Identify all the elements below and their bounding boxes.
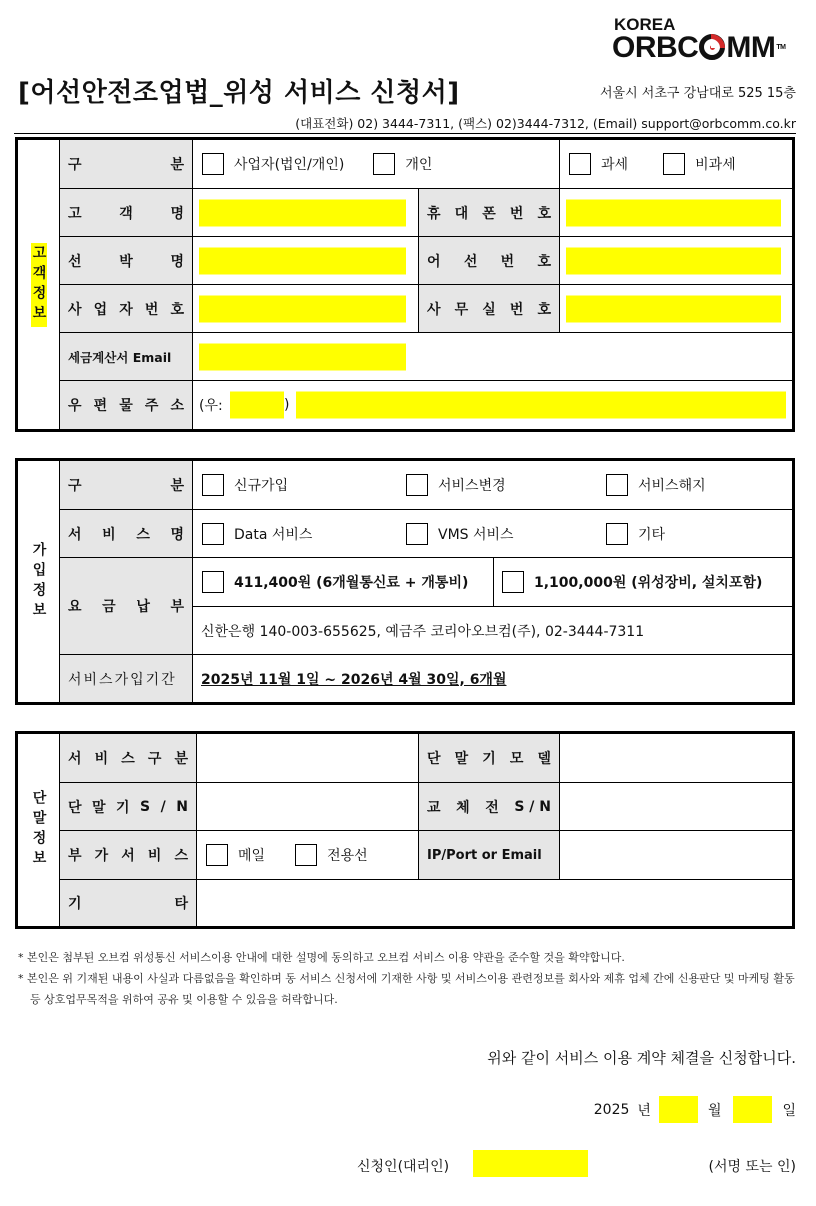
consent-notes: [18, 947, 798, 1010]
tax-email-row: [60, 333, 792, 381]
application-statement: 위와 같이 서비스 이용 계약 체결을 신청합니다.: [487, 1049, 796, 1067]
option-payment-equipment[interactable]: 1,100,000원 (위성장비, 설치포함): [502, 571, 762, 593]
page-title: [어선안전조업법_위성 서비스 신청서]: [18, 78, 460, 108]
tax-email-field[interactable]: [199, 343, 406, 370]
option-individual[interactable]: 개인: [373, 153, 432, 175]
category-label: 구 분: [60, 140, 193, 188]
option-taxable[interactable]: 과세: [569, 153, 628, 175]
service-type-field[interactable]: [197, 734, 419, 782]
individual-checkbox[interactable]: [373, 153, 395, 175]
service-period-row: [60, 655, 792, 702]
option-vms-service[interactable]: VMS 서비스: [406, 523, 514, 545]
postal-address-label: 우 편 물 주 소: [60, 381, 193, 429]
payment-options-row: [193, 558, 792, 607]
serial-number-row: [60, 783, 792, 831]
payment-6month-checkbox[interactable]: [202, 571, 224, 593]
logo-korea-text: KOREA: [614, 15, 676, 34]
vessel-number-cell: [560, 237, 792, 284]
data-service-checkbox[interactable]: [202, 523, 224, 545]
signal-o-icon: [699, 34, 725, 60]
date-line: [594, 1096, 796, 1123]
subscription-info-section: [15, 458, 795, 705]
business-number-label: 사 업 자 번 호: [60, 285, 193, 332]
mail-checkbox[interactable]: [206, 844, 228, 866]
option-payment-6month[interactable]: 411,400원 (6개월통신료 + 개통비): [202, 571, 468, 593]
vessel-name-label: 선 박 명: [60, 237, 193, 284]
service-name-cell: [193, 510, 792, 557]
etc-field[interactable]: [197, 880, 792, 926]
business-number-row: [60, 285, 792, 333]
option-new-signup[interactable]: 신규가입: [202, 474, 288, 496]
terminal-model-label: 단 말 기 모 델: [419, 734, 560, 782]
bank-info: 신한은행 140-003-655625, 예금주 코리아오브컴(주), 02-3444-7311: [201, 623, 645, 640]
vessel-name-cell: [193, 237, 419, 284]
vessel-row: [60, 237, 792, 285]
customer-category-row: [60, 140, 792, 189]
terminal-info-label: 단말정보: [18, 734, 60, 926]
service-name-row: [60, 510, 792, 558]
mobile-field[interactable]: [566, 199, 781, 226]
subscription-category-row: [60, 461, 792, 510]
vms-service-checkbox[interactable]: [406, 523, 428, 545]
addon-service-cell: [197, 831, 419, 879]
terminal-model-field[interactable]: [560, 734, 792, 782]
address-field[interactable]: [296, 392, 786, 419]
office-number-label: 사 무 실 번 호: [419, 285, 560, 332]
vessel-number-field[interactable]: [566, 247, 781, 274]
business-checkbox[interactable]: [202, 153, 224, 175]
mobile-cell: [560, 189, 792, 236]
option-service-cancel[interactable]: 서비스해지: [606, 474, 706, 496]
tax-type-cell: [560, 140, 792, 188]
taxable-checkbox[interactable]: [569, 153, 591, 175]
other-checkbox[interactable]: [606, 523, 628, 545]
date-day-unit: 일: [782, 1102, 796, 1119]
service-period-value: 2025년 11월 1일 ~ 2026년 4월 30일, 6개월: [201, 671, 507, 688]
previous-serial-label: 교 체 전 S / N: [419, 783, 560, 830]
new-signup-checkbox[interactable]: [202, 474, 224, 496]
ip-port-label: IP/Port or Email: [419, 831, 560, 879]
date-month-unit: 월: [707, 1102, 722, 1119]
consent-note-2: * 본인은 위 기재된 내용이 사실과 다름없음을 확인하며 동 서비스 신청서에 기재한 사항 및 서비스이용 관련정보를 회사와 제휴 업체 간에 신용판단 및 마케팅 활동 등 상호업무목적을 위하여 공유 및 이용할 수 있음을 허락합니다.: [18, 972, 795, 1006]
option-business[interactable]: 사업자(법인/개인): [202, 153, 344, 175]
office-number-field[interactable]: [566, 295, 781, 322]
trademark-mark: TM: [776, 44, 786, 51]
addon-service-row: [60, 831, 792, 880]
customer-name-row: [60, 189, 792, 237]
consent-note-1: * 본인은 첨부된 오브컴 위성통신 서비스이용 안내에 대한 설명에 동의하고 오브컴 서비스 이용 약관을 준수할 것을 확약합니다.: [18, 951, 625, 964]
applicant-label: 신청인(대리인): [357, 1159, 450, 1175]
postal-suffix: ): [284, 397, 290, 413]
signature-hint: (서명 또는 인): [708, 1159, 796, 1175]
tax-email-label: 세금계산서 Email: [60, 333, 193, 380]
vessel-name-field[interactable]: [199, 247, 406, 274]
subscription-category-cell: [193, 461, 792, 509]
business-number-cell: [193, 285, 419, 332]
date-year-unit: 년: [637, 1102, 651, 1119]
terminal-info-section: [15, 731, 795, 929]
service-period-cell: [193, 655, 792, 702]
service-name-label: 서 비 스 명: [60, 510, 193, 557]
logo-text-pre: ORBC: [612, 31, 699, 64]
service-period-label: 서비스가입기간: [60, 655, 193, 702]
header-divider: [14, 133, 796, 134]
customer-name-field[interactable]: [199, 199, 406, 226]
customer-info-label: 고객정보: [18, 140, 60, 429]
payment-option-1-cell: [193, 558, 494, 606]
addon-service-label: 부 가 서 비 스: [60, 831, 197, 879]
tax-email-cell: [193, 333, 792, 380]
applicant-signature-field[interactable]: [473, 1150, 588, 1177]
postal-address-row: [60, 381, 792, 429]
payment-label: 요 금 납 부: [60, 558, 193, 655]
logo-text-post: MM: [726, 31, 776, 64]
customer-name-label: 고 객 명: [60, 189, 193, 236]
service-change-checkbox[interactable]: [406, 474, 428, 496]
payment-option-2-cell: [494, 558, 792, 606]
service-cancel-checkbox[interactable]: [606, 474, 628, 496]
ip-port-field[interactable]: [560, 831, 792, 879]
day-field[interactable]: [733, 1096, 772, 1123]
bank-info-row: [193, 607, 792, 655]
serial-number-field[interactable]: [197, 783, 419, 830]
company-contact: (대표전화) 02) 3444-7311, (팩스) 02)3444-7312, (Email) support@orbcomm.co.kr: [295, 116, 796, 131]
date-year: 2025: [593, 1101, 630, 1118]
etc-row: [60, 880, 792, 926]
business-number-field[interactable]: [199, 295, 406, 322]
dedicated-line-checkbox[interactable]: [295, 844, 317, 866]
postal-code-field[interactable]: [230, 392, 284, 419]
subscription-category-label: 구 분: [60, 461, 193, 509]
etc-label: 기 타: [60, 880, 197, 926]
vessel-number-label: 어 선 번 호: [419, 237, 560, 284]
tax-exempt-checkbox[interactable]: [663, 153, 685, 175]
service-type-label: 서 비 스 구 분: [60, 734, 197, 782]
previous-serial-field[interactable]: [560, 783, 792, 830]
subscription-info-label: 가입정보: [18, 461, 60, 702]
option-mail[interactable]: 메일: [206, 844, 265, 866]
bank-info-cell: [193, 607, 792, 654]
postal-address-cell: [193, 381, 792, 429]
option-data-service[interactable]: Data 서비스: [202, 523, 312, 545]
company-address: 서울시 서초구 강남대로 525 15층: [599, 86, 796, 101]
mobile-label: 휴 대 폰 번 호: [419, 189, 560, 236]
service-type-row: [60, 734, 792, 783]
serial-number-label: 단 말 기 S / N: [60, 783, 197, 830]
orbcomm-logo: [612, 32, 785, 64]
customer-type-cell: [193, 140, 560, 188]
customer-name-cell: [193, 189, 419, 236]
month-field[interactable]: [659, 1096, 698, 1123]
office-number-cell: [560, 285, 792, 332]
payment-equipment-checkbox[interactable]: [502, 571, 524, 593]
option-other[interactable]: 기타: [606, 523, 665, 545]
option-tax-exempt[interactable]: 비과세: [663, 153, 736, 175]
option-dedicated-line[interactable]: 전용선: [295, 844, 368, 866]
postal-prefix: (우:: [199, 398, 223, 414]
customer-info-section: [15, 137, 795, 432]
option-service-change[interactable]: 서비스변경: [406, 474, 506, 496]
